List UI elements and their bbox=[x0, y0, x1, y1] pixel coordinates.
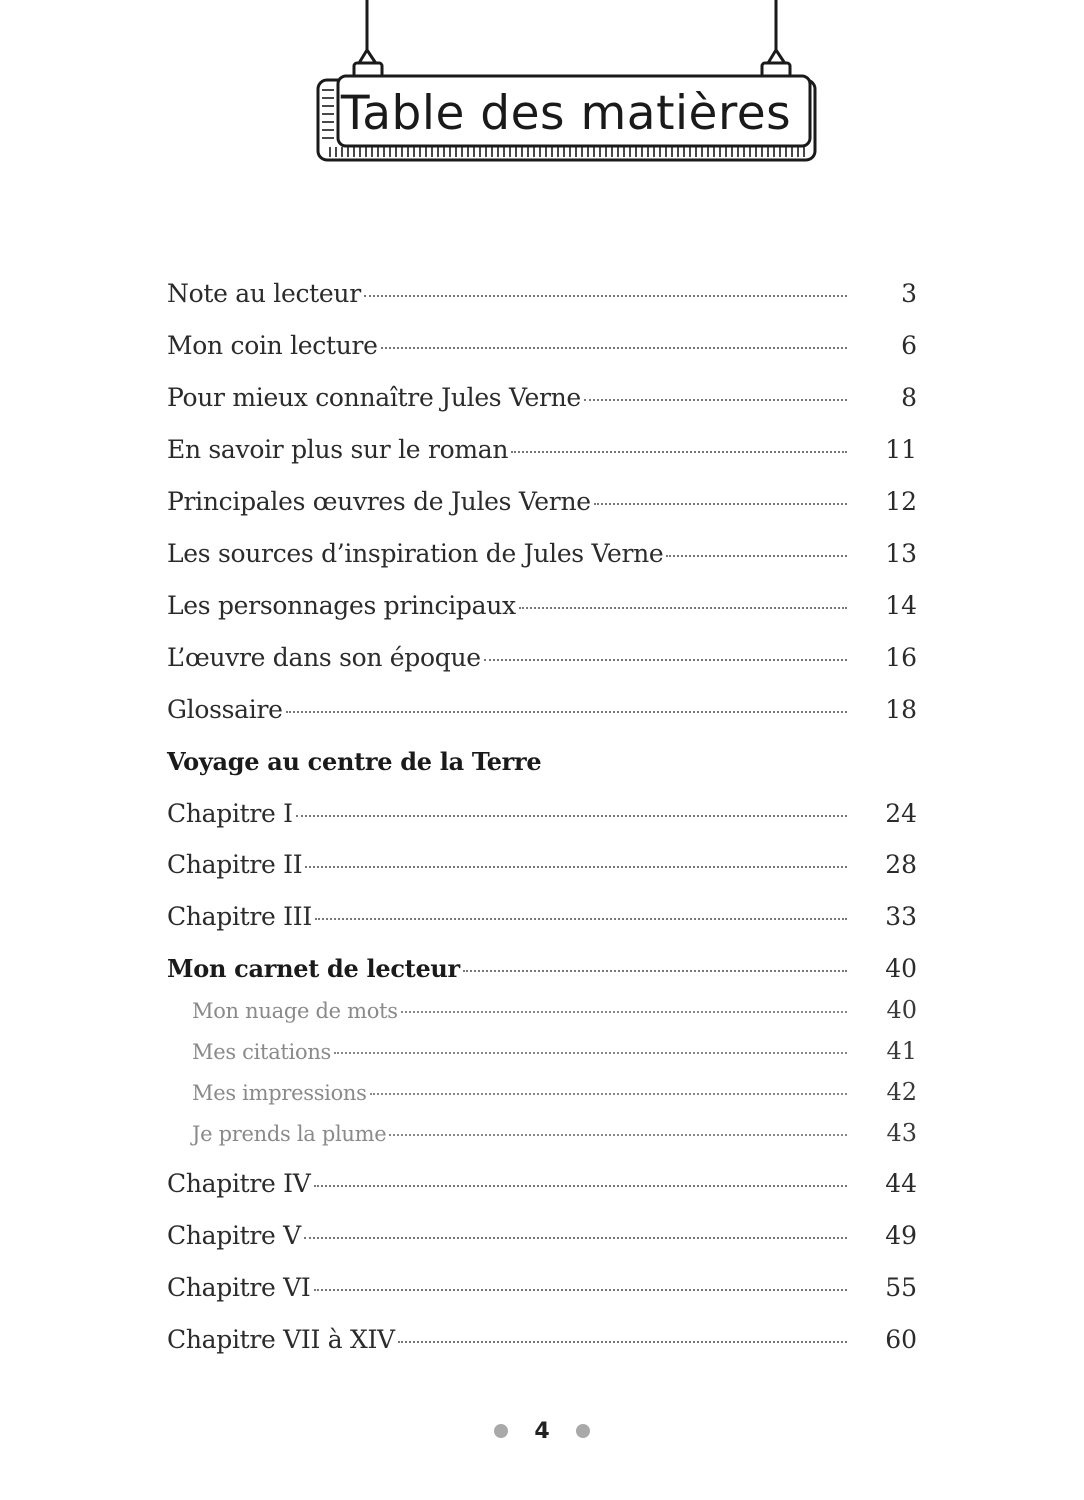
toc-subentry-page: 43 bbox=[886, 1119, 917, 1147]
toc-section-label: Voyage au centre de la Terre bbox=[167, 747, 542, 776]
toc-entry-label: Chapitre VI bbox=[167, 1273, 311, 1302]
dot-leader bbox=[334, 1052, 847, 1054]
page-title: Table des matières bbox=[340, 85, 792, 141]
dot-leader bbox=[370, 1093, 847, 1095]
dot-leader bbox=[594, 503, 847, 505]
toc-subentry-label: Je prends la plume bbox=[192, 1122, 387, 1146]
bullet-dot-icon bbox=[494, 1424, 508, 1438]
toc-subentry[interactable] bbox=[192, 1076, 917, 1109]
toc-entry[interactable] bbox=[167, 590, 917, 622]
toc-entry-page: 16 bbox=[885, 643, 917, 672]
dot-leader bbox=[511, 451, 847, 453]
dot-leader bbox=[314, 1185, 847, 1187]
page-number: 4 bbox=[534, 1418, 550, 1444]
toc-subentry-label: Mon nuage de mots bbox=[192, 999, 398, 1023]
toc-subentry-page: 40 bbox=[886, 996, 917, 1024]
toc-entry-label: Note au lecteur bbox=[167, 279, 361, 308]
toc-entry-label: Les sources d’inspiration de Jules Verne bbox=[167, 539, 664, 568]
toc-entry[interactable] bbox=[167, 642, 917, 674]
dot-leader bbox=[463, 970, 847, 972]
toc-entry-page: 40 bbox=[885, 954, 917, 983]
toc-entry[interactable] bbox=[167, 434, 917, 466]
dot-leader bbox=[305, 866, 847, 868]
toc-entry-page: 60 bbox=[885, 1325, 917, 1354]
dot-leader bbox=[484, 659, 847, 661]
page-footer bbox=[0, 1413, 1084, 1449]
dot-leader bbox=[389, 1134, 847, 1136]
toc-entry[interactable] bbox=[167, 901, 917, 933]
dot-leader bbox=[398, 1341, 847, 1343]
dot-leader bbox=[584, 399, 847, 401]
toc-entry[interactable] bbox=[167, 538, 917, 570]
toc-entry-page: 12 bbox=[885, 487, 917, 516]
toc-entry[interactable] bbox=[167, 694, 917, 726]
toc-entry[interactable] bbox=[167, 953, 917, 985]
toc-entry[interactable] bbox=[167, 330, 917, 362]
dot-leader bbox=[314, 1289, 847, 1291]
dot-leader bbox=[401, 1011, 847, 1013]
toc-entry-page: 14 bbox=[885, 591, 917, 620]
toc-subentry-page: 42 bbox=[886, 1078, 917, 1106]
toc-subentry[interactable] bbox=[192, 994, 917, 1027]
toc-entry-label: Chapitre VII à XIV bbox=[167, 1325, 395, 1354]
toc-entry-page: 18 bbox=[885, 695, 917, 724]
toc-subentry-page: 41 bbox=[886, 1037, 917, 1065]
toc-entry-page: 8 bbox=[901, 383, 917, 412]
toc-entry-label: Pour mieux connaître Jules Verne bbox=[167, 383, 581, 412]
toc-subentry-label: Mes impressions bbox=[192, 1081, 367, 1105]
toc-entry-page: 28 bbox=[885, 850, 917, 879]
toc-entry-label: L’œuvre dans son époque bbox=[167, 643, 481, 672]
toc-entry-label: Chapitre IV bbox=[167, 1169, 311, 1198]
dot-leader bbox=[519, 607, 847, 609]
toc-entry-page: 44 bbox=[885, 1169, 917, 1198]
toc-entry-label: En savoir plus sur le roman bbox=[167, 435, 509, 464]
toc-entry[interactable] bbox=[167, 1324, 917, 1356]
toc-entry-page: 6 bbox=[901, 331, 917, 360]
toc-entry-label: Mon carnet de lecteur bbox=[167, 954, 460, 983]
toc-entry-page: 24 bbox=[885, 799, 917, 828]
toc-entry-label: Chapitre V bbox=[167, 1221, 301, 1250]
toc-entry-label: Chapitre I bbox=[167, 799, 293, 828]
toc-entry[interactable] bbox=[167, 1168, 917, 1200]
dot-leader bbox=[666, 555, 847, 557]
toc-entry-label: Chapitre III bbox=[167, 902, 312, 931]
toc-entry-page: 49 bbox=[885, 1221, 917, 1250]
toc-entry-page: 3 bbox=[901, 279, 917, 308]
toc-entry[interactable] bbox=[167, 382, 917, 414]
toc-entry-label: Glossaire bbox=[167, 695, 283, 724]
dot-leader bbox=[296, 815, 847, 817]
toc-entry[interactable] bbox=[167, 1220, 917, 1252]
toc-entry-page: 55 bbox=[885, 1273, 917, 1302]
dot-leader bbox=[315, 918, 847, 920]
toc-entry[interactable] bbox=[167, 798, 917, 830]
toc-entry-label: Les personnages principaux bbox=[167, 591, 516, 620]
dot-leader bbox=[381, 347, 847, 349]
toc-subentry[interactable] bbox=[192, 1117, 917, 1150]
toc-subentry-label: Mes citations bbox=[192, 1040, 332, 1064]
toc-entry-page: 33 bbox=[885, 902, 917, 931]
toc-entry-page: 13 bbox=[885, 539, 917, 568]
toc-entry-page: 11 bbox=[885, 435, 917, 464]
toc-entry[interactable] bbox=[167, 1272, 917, 1304]
toc-section-heading bbox=[167, 746, 917, 778]
dot-leader bbox=[364, 295, 847, 297]
toc-entry-label: Chapitre II bbox=[167, 850, 303, 879]
dot-leader bbox=[304, 1237, 847, 1239]
dot-leader bbox=[286, 711, 847, 713]
toc-entry-label: Mon coin lecture bbox=[167, 331, 378, 360]
toc-entry[interactable] bbox=[167, 486, 917, 518]
toc-entry[interactable] bbox=[167, 278, 917, 310]
toc-entry[interactable] bbox=[167, 849, 917, 881]
bullet-dot-icon bbox=[576, 1424, 590, 1438]
toc-subentry[interactable] bbox=[192, 1035, 917, 1068]
toc-entry-label: Principales œuvres de Jules Verne bbox=[167, 487, 591, 516]
